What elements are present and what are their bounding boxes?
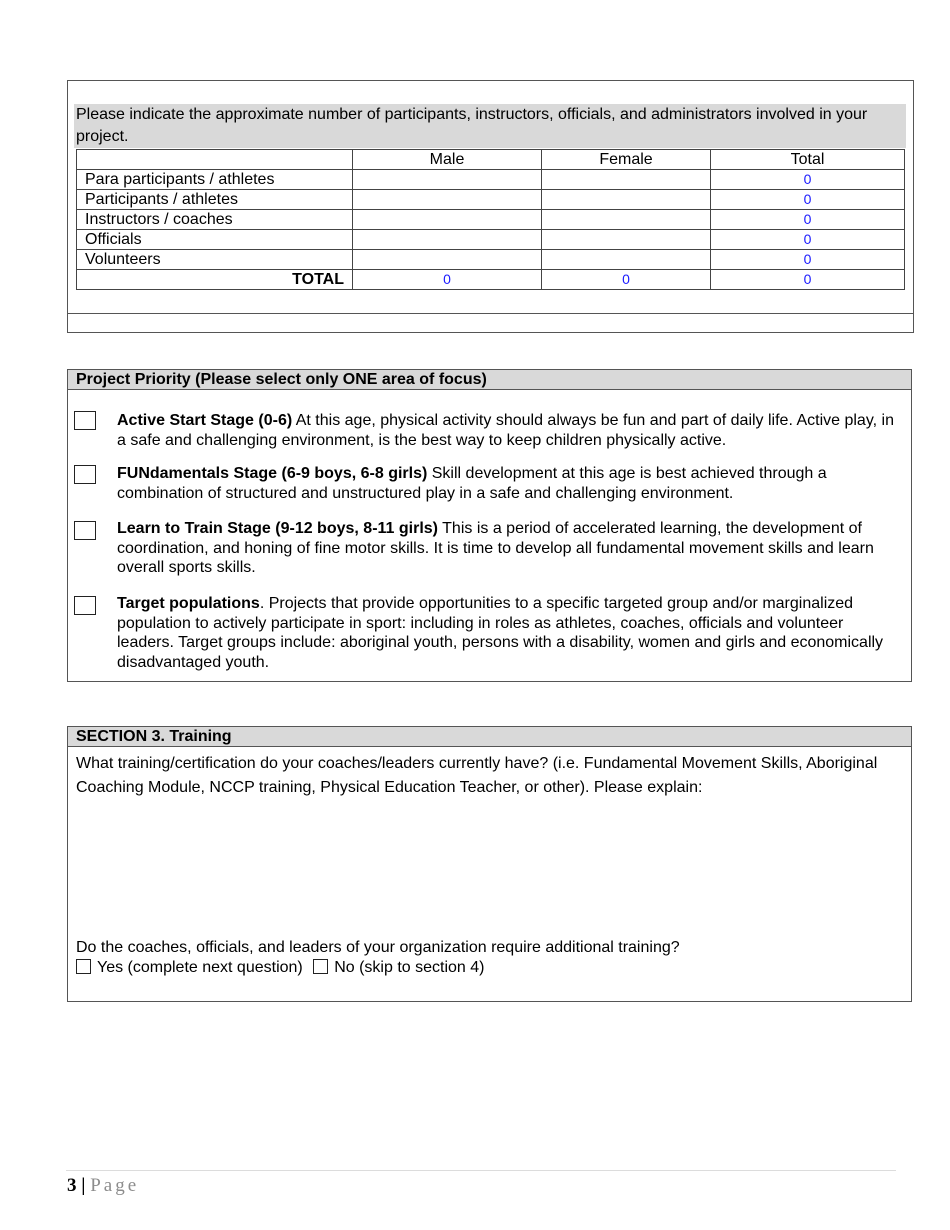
female-input[interactable] (542, 250, 711, 270)
no-checkbox[interactable] (313, 959, 328, 974)
option-description: At this age, physical activity should always be fun and part of daily life. Active play, in a safe and challenging environment, is the best way to keep children physically active. (117, 412, 894, 449)
col-header-female: Female (542, 150, 711, 170)
male-input[interactable] (353, 170, 542, 190)
female-input[interactable] (542, 230, 711, 250)
option-description: This is a period of accelerated learning, the development of coordination, and honing of fine motor skills. It is time to develop all fundamental movement skills and learn overall sports skills. (117, 520, 874, 577)
learn-to-train-checkbox[interactable] (74, 521, 96, 540)
participants-table (76, 149, 905, 290)
male-input[interactable] (353, 190, 542, 210)
participants-notes-field[interactable] (67, 313, 914, 333)
male-input[interactable] (353, 230, 542, 250)
page-footer (67, 1175, 139, 1197)
table-row (77, 170, 905, 190)
total-total: 0 (711, 270, 905, 290)
total-female: 0 (542, 270, 711, 290)
row-label: Officials (77, 230, 353, 250)
row-total: 0 (711, 250, 905, 270)
col-header-total: Total (711, 150, 905, 170)
training-yes-no (76, 958, 484, 978)
priority-heading: Project Priority (Please select only ONE area of focus) (68, 370, 911, 390)
row-label: Instructors / coaches (77, 210, 353, 230)
participants-intro: Please indicate the approximate number of participants, instructors, officials, and administrators involved in your project. (74, 104, 906, 148)
female-input[interactable] (542, 190, 711, 210)
male-input[interactable] (353, 250, 542, 270)
row-total: 0 (711, 190, 905, 210)
table-row (77, 250, 905, 270)
option-title: FUNdamentals Stage (6-9 boys, 6-8 girls) (117, 465, 428, 482)
col-header-blank (77, 150, 353, 170)
total-label: TOTAL (77, 270, 353, 290)
page-word: Page (90, 1175, 140, 1196)
female-input[interactable] (542, 170, 711, 190)
table-row (77, 210, 905, 230)
row-total: 0 (711, 170, 905, 190)
yes-label: Yes (complete next question) (97, 959, 303, 976)
training-heading: SECTION 3. Training (68, 727, 911, 747)
page-number: 3 (67, 1175, 77, 1196)
page-separator: | (81, 1175, 86, 1196)
fundamentals-checkbox[interactable] (74, 465, 96, 484)
no-label: No (skip to section 4) (334, 959, 485, 976)
total-male: 0 (353, 270, 542, 290)
training-question: What training/certification do your coaches/leaders currently have? (i.e. Fundamental Movement Skills, Aboriginal Coaching Module, NCCP training, Physical Education Teacher, or other). Please explain: (76, 755, 878, 796)
col-header-male: Male (353, 150, 542, 170)
row-total: 0 (711, 210, 905, 230)
row-label: Participants / athletes (77, 190, 353, 210)
target-populations-checkbox[interactable] (74, 596, 96, 615)
female-input[interactable] (542, 210, 711, 230)
option-title: Target populations (117, 595, 260, 612)
option-description: . Projects that provide opportunities to a specific targeted group and/or marginalized population to actively participate in sport: including in roles as athletes, coaches, officials and volunteer leaders. Target groups include: aboriginal youth, persons with a disability, women and girls and economically disadvantaged youth. (117, 595, 884, 671)
option-description: Skill development at this age is best achieved through a combination of structured and unstructured play in a safe and challenging environment. (117, 465, 827, 502)
additional-training-question: Do the coaches, officials, and leaders of your organization require additional training? (76, 939, 680, 956)
training-answer-area[interactable] (76, 802, 906, 932)
option-title: Learn to Train Stage (9-12 boys, 8-11 girls) (117, 520, 438, 537)
total-row (77, 270, 905, 290)
male-input[interactable] (353, 210, 542, 230)
row-label: Para participants / athletes (77, 170, 353, 190)
row-total: 0 (711, 230, 905, 250)
row-label: Volunteers (77, 250, 353, 270)
footer-divider (66, 1170, 896, 1171)
option-title: Active Start Stage (0-6) (117, 412, 293, 429)
table-row (77, 230, 905, 250)
active-start-checkbox[interactable] (74, 411, 96, 430)
table-row (77, 190, 905, 210)
yes-checkbox[interactable] (76, 959, 91, 974)
